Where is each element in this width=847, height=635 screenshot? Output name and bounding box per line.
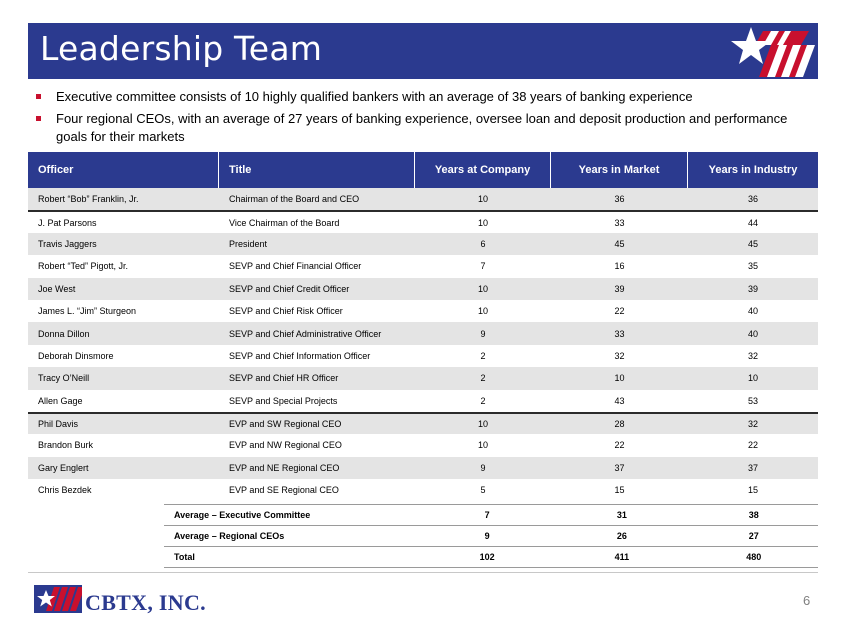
cell-years-industry: 40	[747, 328, 758, 339]
cell-officer: J. Pat Parsons	[38, 217, 97, 228]
cell-officer: Phil Davis	[38, 419, 79, 430]
total-years-industry: 480	[746, 552, 762, 562]
table-row	[164, 505, 818, 526]
cell-title: EVP and NW Regional CEO	[229, 440, 342, 451]
cell-years-market: 32	[614, 350, 625, 361]
cell-years-industry: 22	[747, 440, 758, 451]
cell-years-company: 9	[480, 462, 486, 473]
cell-years-industry: 45	[747, 238, 758, 249]
cell-years-company: 6	[480, 238, 486, 249]
bullet-square-icon	[36, 94, 44, 99]
cell-years-market: 33	[614, 328, 625, 339]
cell-years-company: 10	[477, 306, 488, 317]
cell-officer: James L. “Jim” Sturgeon	[38, 306, 137, 317]
cell-title: EVP and SW Regional CEO	[229, 419, 342, 430]
cell-years-market: 10	[614, 373, 625, 384]
cell-title: SEVP and Chief Financial Officer	[229, 261, 362, 272]
avg-years-company: 9	[484, 531, 490, 541]
cell-years-market: 45	[614, 238, 625, 249]
cell-title: EVP and SE Regional CEO	[229, 485, 339, 496]
cell-title: SEVP and Chief Information Officer	[229, 350, 371, 361]
cell-years-company: 10	[477, 194, 488, 205]
cell-years-industry: 32	[747, 350, 758, 361]
table-body	[28, 188, 818, 501]
cell-years-company: 2	[480, 373, 486, 384]
cell-years-company: 2	[480, 350, 486, 361]
bullet-text: Executive committee consists of 10 highly qualified bankers with an average of 38 years of banking experience	[56, 89, 693, 104]
table-row	[28, 188, 818, 210]
cell-years-industry: 44	[747, 217, 758, 228]
cbtx-logo-icon	[34, 585, 82, 613]
cell-officer: Robert “Bob” Franklin, Jr.	[38, 194, 139, 205]
bullet-item	[36, 88, 818, 106]
averages-table	[164, 504, 818, 568]
table-row	[28, 457, 818, 479]
cell-years-company: 7	[480, 261, 486, 272]
cell-officer: Chris Bezdek	[38, 485, 92, 496]
cell-title: Vice Chairman of the Board	[229, 217, 340, 228]
table-row	[28, 210, 818, 232]
cell-officer: Travis Jaggers	[38, 238, 97, 249]
cell-years-company: 10	[477, 217, 488, 228]
table-row	[28, 367, 818, 389]
avg-years-industry: 38	[748, 510, 759, 520]
cell-years-industry: 53	[747, 395, 758, 406]
table-row	[28, 233, 818, 255]
page-title: Leadership Team	[40, 29, 323, 68]
cell-years-company: 10	[477, 440, 488, 451]
table-row	[28, 255, 818, 277]
col-header-title: Title	[219, 152, 415, 188]
col-header-years-company: Years at Company	[415, 152, 551, 188]
cell-officer: Joe West	[38, 283, 76, 294]
cell-title: Chairman of the Board and CEO	[229, 194, 360, 205]
table-row	[28, 412, 818, 434]
avg-years-industry: 27	[748, 531, 759, 541]
avg-years-market: 26	[616, 531, 627, 541]
col-header-years-market: Years in Market	[551, 152, 688, 188]
table-row	[164, 526, 818, 547]
table-row	[28, 278, 818, 300]
cell-officer: Allen Gage	[38, 395, 83, 406]
cell-years-industry: 39	[747, 283, 758, 294]
total-years-market: 411	[614, 552, 630, 562]
bullet-item	[36, 110, 818, 146]
table-row	[164, 547, 818, 568]
table-header	[28, 152, 818, 188]
cell-years-market: 28	[614, 419, 625, 430]
cell-years-market: 36	[614, 194, 625, 205]
bullet-square-icon	[36, 116, 44, 121]
cell-years-industry: 40	[747, 306, 758, 317]
page-number: 6	[803, 593, 811, 608]
cell-years-market: 33	[614, 217, 625, 228]
title-banner	[28, 23, 818, 79]
col-header-years-industry: Years in Industry	[708, 164, 798, 176]
cell-title: SEVP and Special Projects	[229, 395, 338, 406]
cell-years-industry: 36	[747, 194, 758, 205]
cell-years-company: 10	[477, 419, 488, 430]
avg-years-company: 7	[484, 510, 490, 520]
cell-years-industry: 15	[747, 485, 758, 496]
avg-years-market: 31	[616, 510, 627, 520]
star-stripes-logo-icon	[723, 23, 818, 79]
cell-officer: Donna Dillon	[38, 328, 90, 339]
cell-officer: Brandon Burk	[38, 440, 94, 451]
cell-years-market: 15	[614, 485, 625, 496]
cell-title: SEVP and Chief Credit Officer	[229, 283, 350, 294]
cell-years-market: 37	[614, 462, 625, 473]
cell-years-industry: 35	[747, 261, 758, 272]
total-years-company: 102	[479, 552, 495, 562]
cell-officer: Robert “Ted” Pigott, Jr.	[38, 261, 129, 272]
cell-title: SEVP and Chief HR Officer	[229, 373, 339, 384]
bullet-text: Four regional CEOs, with an average of 27 years of banking experience, oversee loan and deposit production and performance goals for their markets	[56, 111, 788, 144]
cell-officer: Gary Englert	[38, 462, 89, 473]
cell-title: President	[229, 238, 268, 249]
cell-title: SEVP and Chief Risk Officer	[229, 306, 343, 317]
cell-years-market: 43	[614, 395, 625, 406]
cell-years-company: 10	[477, 283, 488, 294]
footer-divider	[28, 572, 818, 573]
cell-years-market: 39	[614, 283, 625, 294]
cell-title: EVP and NE Regional CEO	[229, 462, 340, 473]
cell-officer: Deborah Dinsmore	[38, 350, 114, 361]
table-row	[28, 300, 818, 322]
cell-years-company: 5	[480, 485, 486, 496]
table-row	[28, 345, 818, 367]
table-row	[28, 390, 818, 412]
cell-years-industry: 37	[747, 462, 758, 473]
col-header-officer: Officer	[28, 152, 219, 188]
avg-label: Average – Executive Committee	[174, 510, 311, 520]
table-row	[28, 322, 818, 344]
cell-years-market: 22	[614, 306, 625, 317]
avg-label: Average – Regional CEOs	[174, 531, 285, 541]
total-label: Total	[174, 552, 195, 562]
table-row	[28, 434, 818, 456]
cell-years-industry: 10	[747, 373, 758, 384]
cell-officer: Tracy O’Neill	[38, 373, 90, 384]
cell-title: SEVP and Chief Administrative Officer	[229, 328, 382, 339]
cell-years-company: 2	[480, 395, 486, 406]
cell-years-company: 9	[480, 328, 486, 339]
table-row	[28, 479, 818, 501]
leadership-table	[28, 152, 818, 501]
footer-brand: CBTX, INC.	[85, 590, 206, 615]
bullet-list	[36, 88, 818, 150]
cell-years-market: 16	[614, 261, 625, 272]
cell-years-market: 22	[614, 440, 625, 451]
cell-years-industry: 32	[747, 419, 758, 430]
